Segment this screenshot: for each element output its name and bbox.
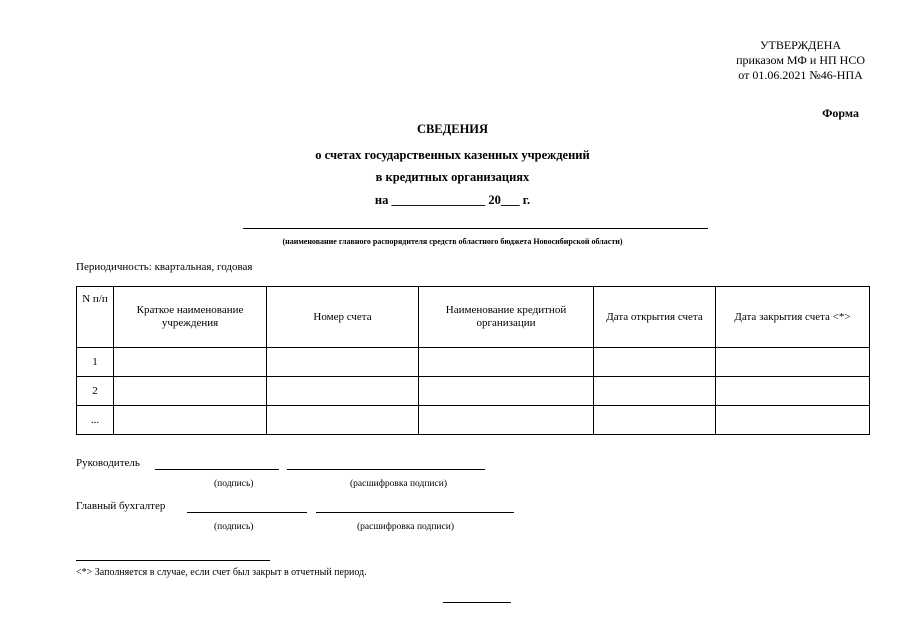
accountant-name-line: [316, 512, 514, 513]
table-cell: [716, 377, 870, 406]
table-row: [77, 348, 870, 377]
accountant-label: Главный бухгалтер: [76, 500, 166, 512]
end-line: [443, 602, 511, 603]
column-header-label: N п/п: [82, 293, 108, 305]
column-header-label: Номер счета: [313, 310, 372, 323]
document-date-line: на _______________ 20___ г.: [374, 193, 531, 207]
table-cell: [114, 377, 267, 406]
column-header: [114, 287, 267, 348]
table-cell: [114, 406, 267, 435]
head-name-line: [287, 469, 485, 470]
table-cell: [594, 406, 716, 435]
column-header: [77, 287, 114, 348]
approval-line-2: приказом МФ и НП НСО: [736, 53, 865, 67]
table-cell: [419, 348, 594, 377]
head-signature-line: [155, 469, 279, 470]
accountant-signature-line: [187, 512, 307, 513]
table-cell: 2: [77, 377, 114, 406]
column-header-label: Краткое наименование учреждения: [136, 304, 244, 329]
table-cell: [267, 406, 419, 435]
table-cell: [594, 348, 716, 377]
approval-block: [736, 38, 865, 83]
head-signature-caption: (подпись): [214, 479, 254, 489]
table-cell: [267, 348, 419, 377]
document-subtitle-1: о счетах государственных казенных учреждений: [315, 148, 590, 162]
footnote: <*> Заполняется в случае, если счет был закрыт в отчетный период.: [76, 567, 367, 578]
table-cell: [716, 348, 870, 377]
periodicity: Периодичность: квартальная, годовая: [76, 261, 253, 273]
approval-line-3: от 01.06.2021 №46-НПА: [738, 68, 863, 82]
column-header: [267, 287, 419, 348]
table-cell: [716, 406, 870, 435]
head-label: Руководитель: [76, 457, 140, 469]
accountant-signature-caption: (подпись): [214, 522, 254, 532]
approval-line-1: УТВЕРЖДЕНА: [760, 38, 842, 52]
head-name-caption: (расшифровка подписи): [350, 479, 447, 489]
document-title: СВЕДЕНИЯ: [416, 122, 489, 136]
table-cell: ...: [77, 406, 114, 435]
table-header-row: [77, 287, 870, 348]
column-header: [716, 287, 870, 348]
ministry-caption: (наименование главного распорядителя средств областного бюджета Новосибирской области): [282, 237, 623, 246]
document-subtitle-2: в кредитных организациях: [375, 170, 530, 184]
table-cell: 1: [77, 348, 114, 377]
table-cell: [267, 377, 419, 406]
footnote-separator: [76, 560, 270, 561]
table-row: [77, 406, 870, 435]
table-cell: [419, 377, 594, 406]
form-label: Форма: [822, 106, 859, 120]
table-row: [77, 377, 870, 406]
column-header: [419, 287, 594, 348]
column-header: [594, 287, 716, 348]
accountant-name-caption: (расшифровка подписи): [357, 522, 454, 532]
table-cell: [114, 348, 267, 377]
table-cell: [594, 377, 716, 406]
table-cell: [419, 406, 594, 435]
column-header-label: Наименование кредитной организации: [445, 304, 567, 329]
accounts-table: [76, 286, 870, 435]
column-header-label: Дата открытия счета: [606, 310, 703, 323]
column-header-label: Дата закрытия счета <*>: [734, 310, 851, 323]
ministry-name-line: [243, 228, 708, 229]
